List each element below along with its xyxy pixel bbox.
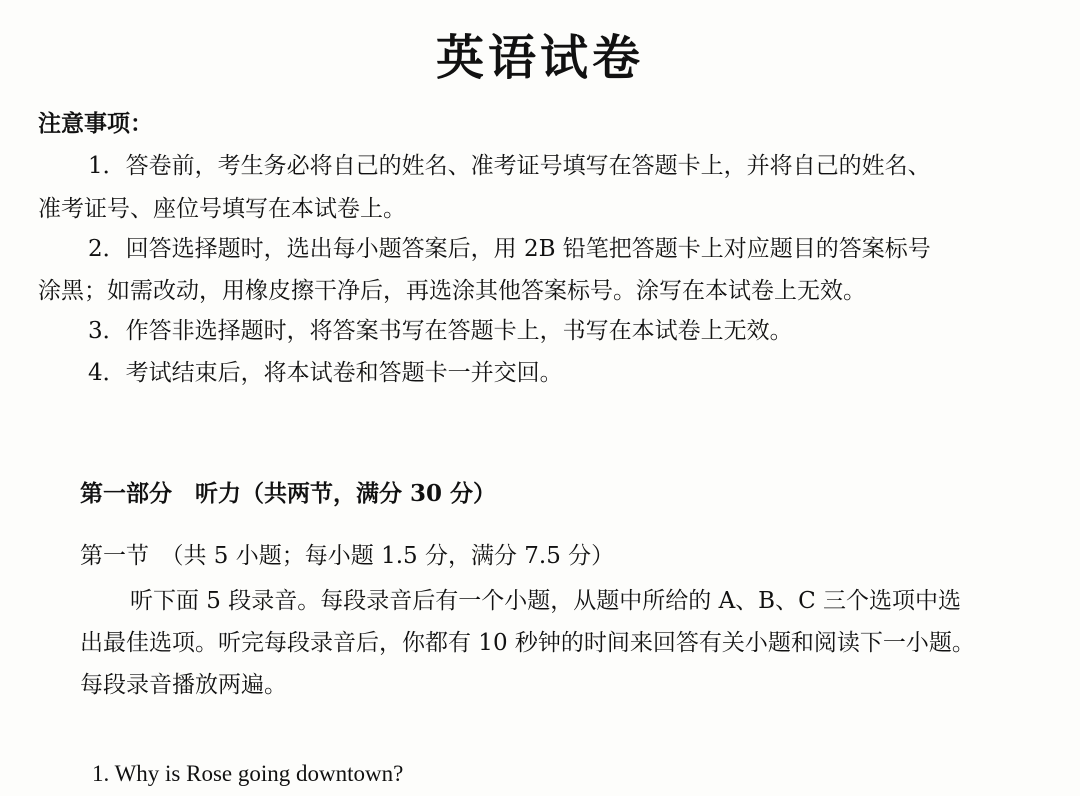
notice-line: 准考证号、座位号填写在本试卷上。: [38, 196, 406, 222]
part-heading: 第一部分 听力（共两节，满分 30 分）: [80, 480, 497, 507]
page-title: 英语试卷: [435, 30, 644, 86]
notice-line: 3．作答非选择题时，将答案书写在答题卡上，书写在本试卷上无效。: [88, 318, 793, 344]
notice-line: 2．回答选择题时，选出每小题答案后，用 2B 铅笔把答题卡上对应题目的答案标号: [88, 236, 931, 262]
notice-heading: 注意事项：: [38, 110, 153, 137]
instruction-line: 出最佳选项。听完每段录音后，你都有 10 秒钟的时间来回答有关小题和阅读下一小题。: [80, 630, 975, 656]
section-heading: 第一节 （共 5 小题；每小题 1.5 分，满分 7.5 分）: [80, 543, 615, 569]
notice-line: 4．考试结束后，将本试卷和答题卡一并交回。: [88, 360, 563, 386]
notice-line: 涂黑；如需改动，用橡皮擦干净后，再选涂其他答案标号。涂写在本试卷上无效。: [38, 278, 866, 304]
instruction-line: 听下面 5 段录音。每段录音后有一个小题，从题中所给的 A、B、C 三个选项中选: [130, 588, 961, 614]
question-1: 1. Why is Rose going downtown?: [92, 761, 404, 786]
instruction-line: 每段录音播放两遍。: [80, 672, 287, 698]
notice-line: 1．答卷前，考生务必将自己的姓名、准考证号填写在答题卡上，并将自己的姓名、: [88, 153, 931, 179]
